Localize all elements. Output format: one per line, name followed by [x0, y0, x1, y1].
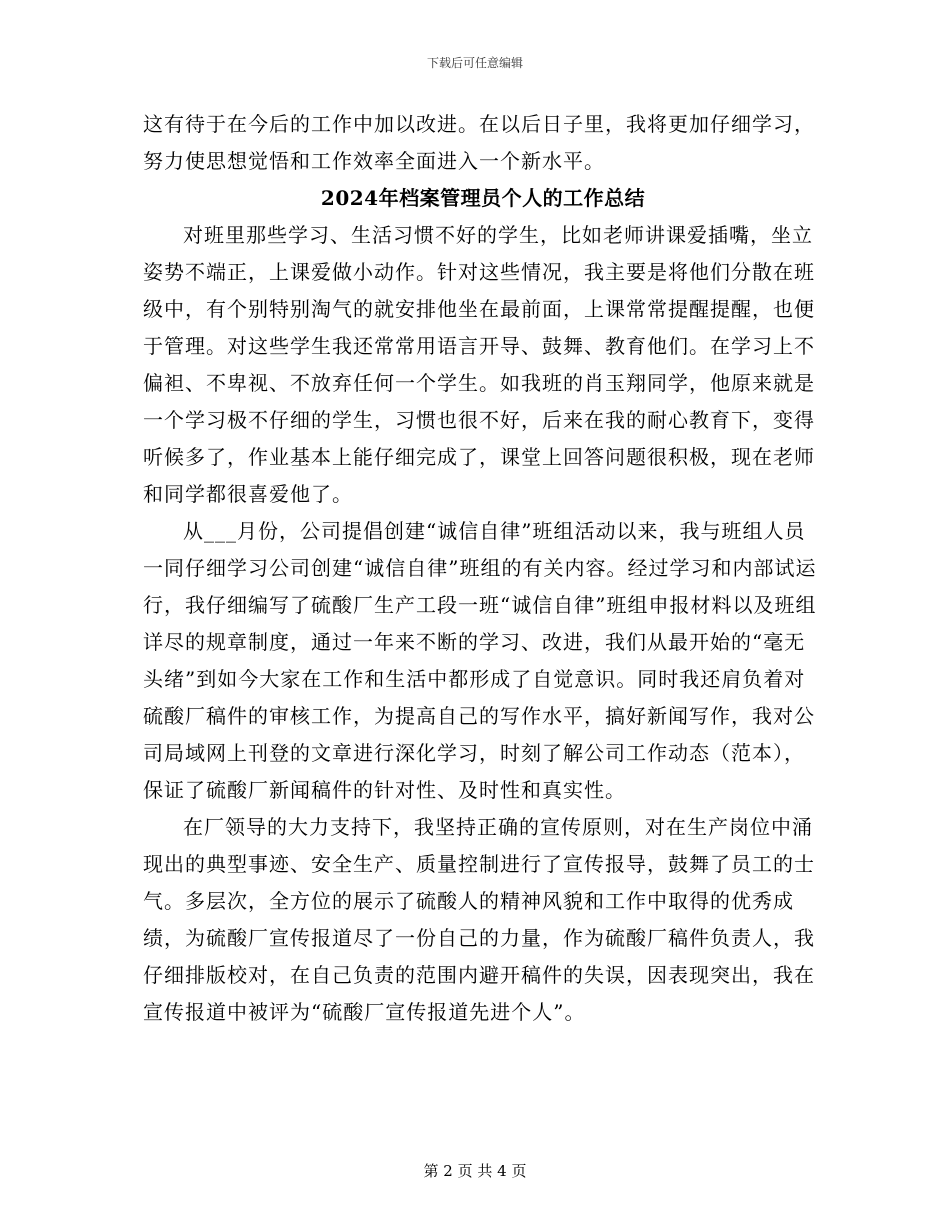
document-body: [143, 106, 823, 1031]
body-paragraph-3: 在厂领导的大力支持下，我坚持正确的宣传原则，对在生产岗位中涌现出的典型事迹、安全生产、质量控制进行了宣传报导，鼓舞了员工的士气。多层次，全方位的展示了硫酸人的精神风貌和工作中取得的优秀成绩，为硫酸厂宣传报道尽了一份自己的力量，作为硫酸厂稿件负责人，我仔细排版校对，在自己负责的范围内避开稿件的失误，因表现突出，我在宣传报道中被评为“硫酸厂宣传报道先进个人”。: [143, 815, 815, 1024]
page-header-note: 下载后可任意编辑: [426, 56, 523, 70]
document-title: 2024年档案管理员个人的工作总结: [320, 186, 646, 210]
body-paragraph-1: 对班里那些学习、生活习惯不好的学生，比如老师讲课爱插嘴，坐立姿势不端正，上课爱做小动作。针对这些情况，我主要是将他们分散在班级中，有个别特别淘气的就安排他坐在最前面，上课常常提醒提醒，也便于管理。对这些学生我还常常用语言开导、鼓舞、教育他们。在学习上不偏袒、不卑视、不放弃任何一个学生。如我班的肖玉翔同学，他原来就是一个学习极不仔细的学生，习惯也很不好，后来在我的耐心教育下，变得听候多了，作业基本上能仔细完成了，课堂上回答问题很积极，现在老师和同学都很喜爱他了。: [143, 223, 815, 506]
continuation-paragraph: 这有待于在今后的工作中加以改进。在以后日子里，我将更加仔细学习，努力使思想觉悟和工作效率全面进入一个新水平。: [143, 112, 815, 173]
body-paragraph-2: 从___月份，公司提倡创建“诚信自律”班组活动以来，我与班组人员一同仔细学习公司创建“诚信自律”班组的有关内容。经过学习和内部试运行，我仔细编写了硫酸厂生产工段一班“诚信自律”班组申报材料以及班组详尽的规章制度，通过一年来不断的学习、改进，我们从最开始的“毫无头绪”到如今大家在工作和生活中都形成了自觉意识。同时我还肩负着对硫酸厂稿件的审核工作，为提高自己的写作水平，搞好新闻写作，我对公司局域网上刊登的文章进行深化学习，时刻了解公司工作动态（范本），保证了硫酸厂新闻稿件的针对性、及时性和真实性。: [143, 519, 817, 802]
page-footer-number: 第 2 页 共 4 页: [423, 1162, 527, 1180]
